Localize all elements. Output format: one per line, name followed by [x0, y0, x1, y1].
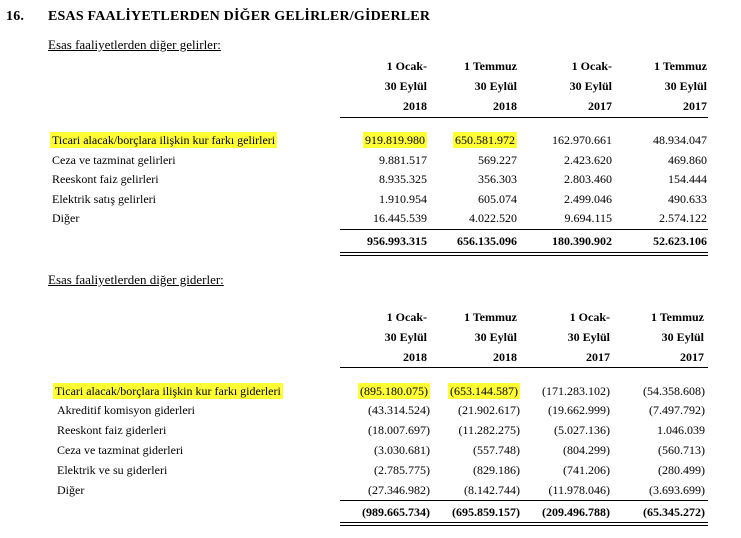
value-cell: (54.358.608) [643, 384, 705, 398]
row-label: Ceza ve tazminat giderleri [57, 443, 184, 457]
value-cell: (27.346.982) [368, 483, 430, 497]
value-cell: (8.142.744) [464, 483, 520, 497]
value-cell: 356.303 [478, 172, 517, 186]
value-cell: (11.978.046) [548, 483, 610, 497]
total-cell: (65.345.272) [643, 505, 705, 519]
income-column-header-2: 1 Temmuz 30 Eylül 2018 [463, 59, 517, 113]
row-label: Reeskont faiz gelirleri [52, 172, 159, 186]
income-column-header-1: 1 Ocak- 30 Eylül 2018 [384, 59, 427, 113]
income-column-header-3: 1 Ocak- 30 Eylül 2017 [569, 59, 612, 113]
value-cell: 919.819.980 [365, 133, 425, 147]
value-cell: 2.423.620 [564, 153, 612, 167]
income-subtotal-rule [340, 229, 708, 230]
total-cell: (209.496.788) [542, 505, 610, 519]
value-cell: 2.803.460 [564, 172, 612, 186]
row-label: Diğer [57, 483, 85, 497]
expense-header-rule [340, 367, 708, 368]
row-label: Ticari alacak/borçlara ilişkin kur farkı gelirleri [52, 133, 276, 147]
income-column-header-4: 1 Temmuz 30 Eylül 2017 [653, 59, 707, 113]
value-cell: 1.046.039 [657, 423, 705, 437]
expense-column-header-1: 1 Ocak- 30 Eylül 2018 [384, 310, 427, 364]
section-number: 16. [6, 9, 25, 24]
value-cell: (653.144.587) [450, 384, 518, 398]
value-cell: (7.497.792) [649, 403, 705, 417]
value-cell: (43.314.524) [368, 403, 430, 417]
value-cell: 2.499.046 [564, 192, 612, 206]
value-cell: (804.299) [563, 443, 610, 457]
total-cell: 656.135.096 [457, 234, 517, 248]
value-cell: (5.027.136) [554, 423, 610, 437]
value-cell: 48.934.047 [653, 133, 707, 147]
value-cell: 605.074 [478, 192, 517, 206]
expense-total-double-rule-top [340, 522, 708, 523]
row-label: Akreditif komisyon giderleri [57, 403, 195, 417]
value-cell: 650.581.972 [455, 133, 515, 147]
value-cell: 469.860 [668, 153, 707, 167]
value-cell: (3.693.699) [649, 483, 705, 497]
expense-subtotal-rule [340, 500, 708, 501]
value-cell: (3.030.681) [374, 443, 430, 457]
total-cell: 52.623.106 [653, 234, 707, 248]
row-label: Elektrik satış gelirleri [52, 192, 156, 206]
expense-subtitle: Esas faaliyetlerden diğer giderler: [48, 272, 224, 287]
value-cell: (280.499) [658, 463, 705, 477]
value-cell: (895.180.075) [360, 384, 428, 398]
value-cell: 9.881.517 [379, 153, 427, 167]
value-cell: (741.206) [563, 463, 610, 477]
income-total-double-rule-bottom [340, 255, 708, 256]
value-cell: (21.902.617) [458, 403, 520, 417]
section-title: ESAS FAALİYETLERDEN DİĞER GELİRLER/GİDERLER [48, 9, 431, 24]
expense-column-header-2: 1 Temmuz 30 Eylül 2018 [463, 310, 517, 364]
value-cell: (2.785.775) [374, 463, 430, 477]
value-cell: (171.283.102) [542, 384, 610, 398]
expense-total-double-rule-bottom [340, 525, 708, 526]
value-cell: 1.910.954 [379, 192, 427, 206]
value-cell: (557.748) [473, 443, 520, 457]
income-total-double-rule-top [340, 252, 708, 253]
total-cell: 956.993.315 [367, 234, 427, 248]
value-cell: (11.282.275) [458, 423, 520, 437]
expense-column-header-3: 1 Ocak- 30 Eylül 2017 [567, 310, 610, 364]
value-cell: (19.662.999) [548, 403, 610, 417]
value-cell: (560.713) [658, 443, 705, 457]
income-subtitle: Esas faaliyetlerden diğer gelirler: [48, 37, 221, 52]
value-cell: 162.970.661 [552, 133, 612, 147]
expense-column-header-4: 1 Temmuz 30 Eylül 2017 [650, 310, 704, 364]
row-label: Ceza ve tazminat gelirleri [52, 153, 176, 167]
value-cell: (829.186) [473, 463, 520, 477]
value-cell: 9.694.115 [564, 211, 612, 225]
value-cell: (18.007.697) [368, 423, 430, 437]
total-cell: 180.390.902 [552, 234, 612, 248]
total-cell: (695.859.157) [452, 505, 520, 519]
row-label: Ticari alacak/borçlara ilişkin kur farkı giderleri [55, 384, 281, 398]
row-label: Elektrik ve su giderleri [57, 463, 168, 477]
value-cell: 2.574.122 [659, 211, 707, 225]
value-cell: 4.022.520 [469, 211, 517, 225]
value-cell: 569.227 [478, 153, 517, 167]
value-cell: 8.935.325 [379, 172, 427, 186]
income-header-rule [340, 117, 708, 118]
row-label: Diğer [52, 211, 80, 225]
row-label: Reeskont faiz giderleri [57, 423, 167, 437]
value-cell: 154.444 [668, 172, 707, 186]
value-cell: 490.633 [668, 192, 707, 206]
value-cell: 16.445.539 [373, 211, 427, 225]
total-cell: (989.665.734) [362, 505, 430, 519]
